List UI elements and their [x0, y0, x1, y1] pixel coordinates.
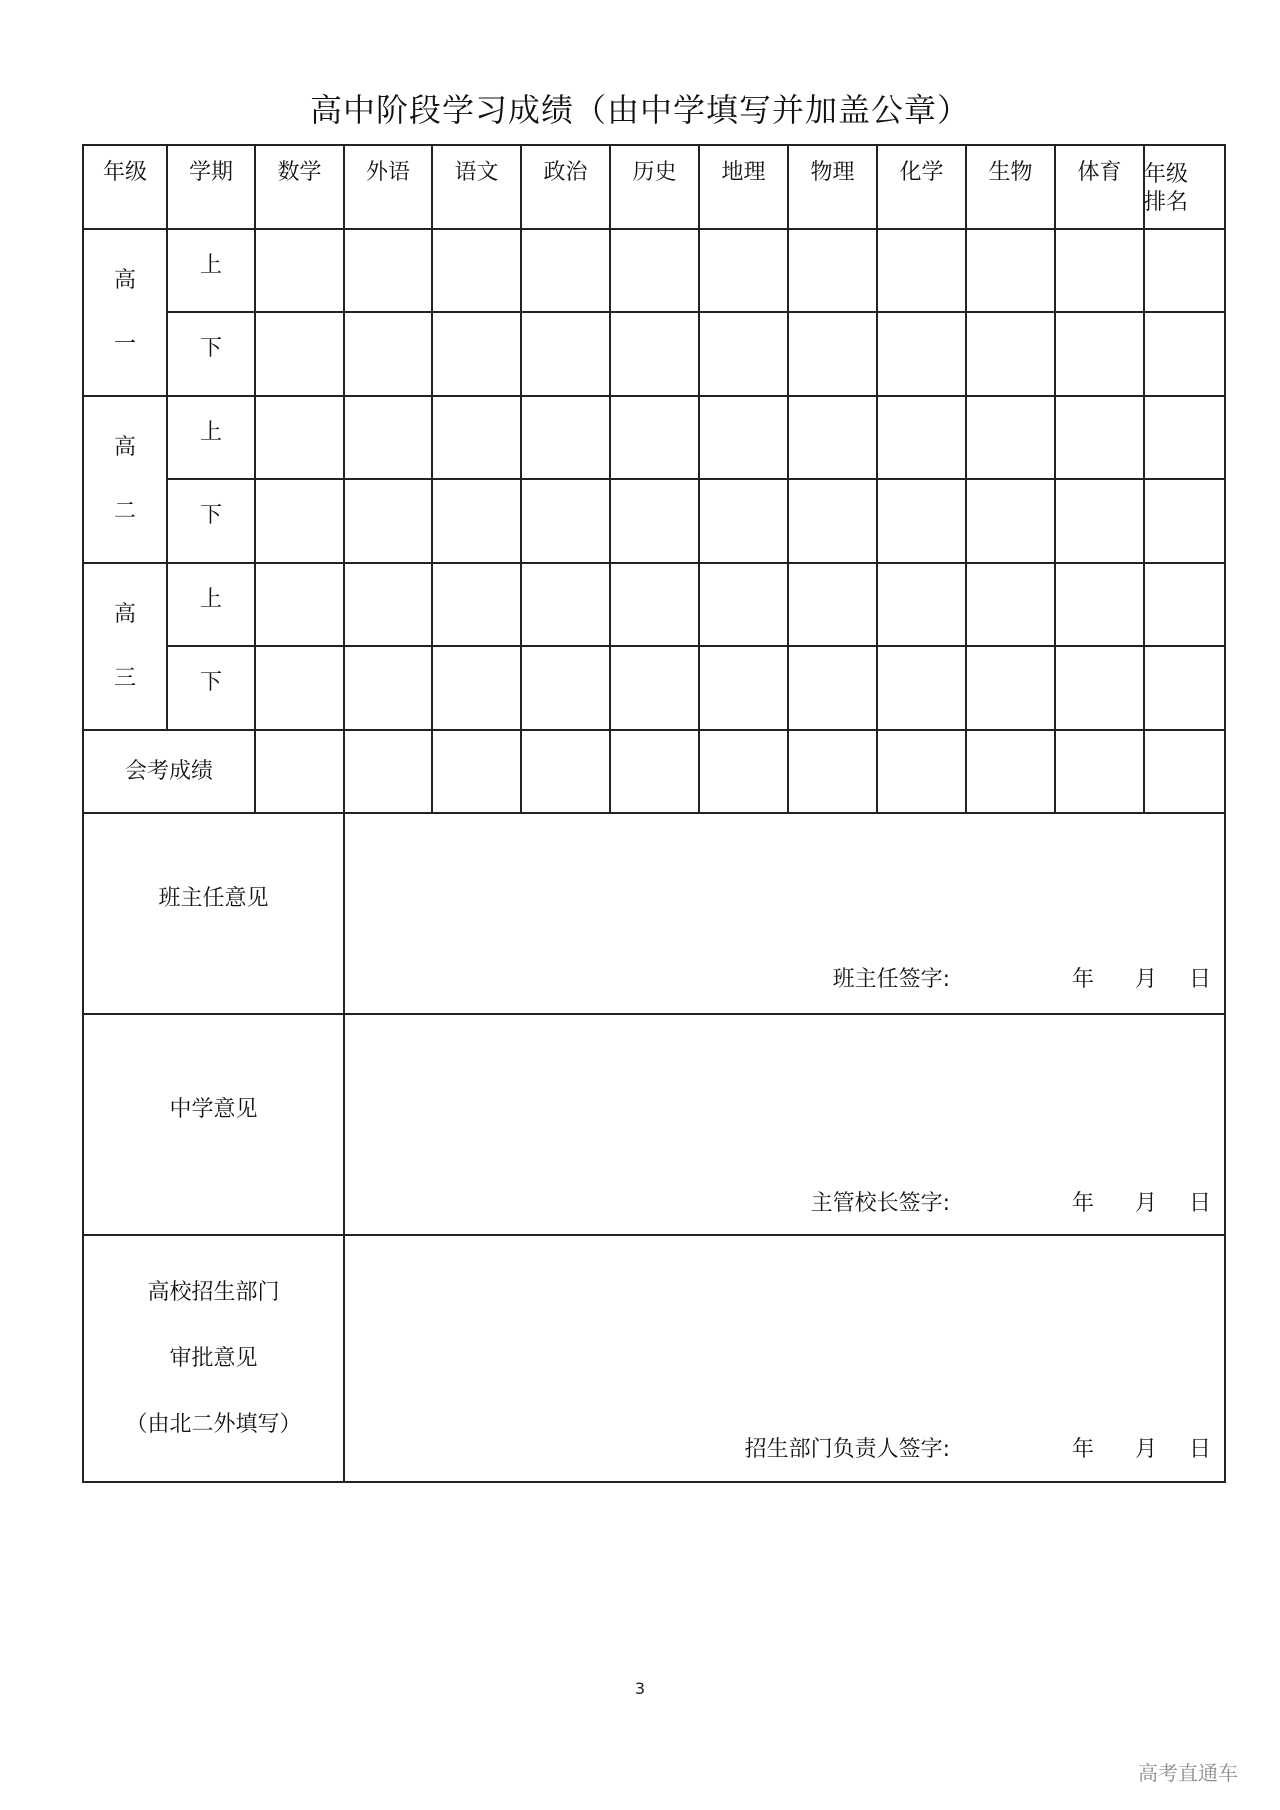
score-cell[interactable]: [966, 229, 1055, 312]
exam-score-cell[interactable]: [966, 730, 1055, 813]
score-cell[interactable]: [255, 312, 344, 396]
score-cell[interactable]: [432, 229, 521, 312]
exam-score-cell[interactable]: [432, 730, 521, 813]
score-cell[interactable]: [1144, 229, 1225, 312]
score-cell[interactable]: [610, 563, 699, 646]
semester-label: 上: [199, 419, 222, 445]
signature-month[interactable]: 月: [1135, 967, 1158, 992]
exam-score-cell[interactable]: [699, 730, 788, 813]
exam-score-cell[interactable]: [521, 730, 610, 813]
score-cell[interactable]: [788, 396, 877, 479]
header-cell: 历史: [632, 160, 677, 185]
signature-month[interactable]: 月: [1135, 1437, 1158, 1462]
score-cell[interactable]: [344, 479, 432, 563]
exam-score-cell[interactable]: [1055, 730, 1144, 813]
score-cell[interactable]: [788, 563, 877, 646]
opinion-label-line: 中学意见: [169, 1096, 258, 1122]
score-cell[interactable]: [788, 646, 877, 730]
score-cell[interactable]: [1055, 479, 1144, 563]
score-cell[interactable]: [877, 646, 966, 730]
header-cell: 化学: [899, 160, 944, 185]
score-cell[interactable]: [1055, 229, 1144, 312]
score-cell[interactable]: [610, 479, 699, 563]
exam-score-cell[interactable]: [255, 730, 344, 813]
exam-score-cell[interactable]: [1144, 730, 1225, 813]
opinion-label-line: 班主任意见: [158, 885, 269, 911]
header-cell: 体育: [1077, 160, 1122, 185]
page-title: 高中阶段学习成绩（由中学填写并加盖公章）: [309, 91, 970, 129]
header-cell: 语文: [454, 160, 499, 185]
signature-label: 招生部门负责人签字:: [744, 1437, 950, 1462]
grade-label: [83, 229, 167, 396]
signature-year[interactable]: 年: [1072, 967, 1095, 992]
opinion-label-line: 高校招生部门: [147, 1279, 280, 1305]
grade-label: [83, 396, 167, 563]
header-cell: 数学: [277, 160, 322, 185]
score-cell[interactable]: [966, 563, 1055, 646]
signature-label: 班主任签字:: [832, 967, 950, 992]
signature-month[interactable]: 月: [1135, 1191, 1158, 1216]
score-cell[interactable]: [432, 479, 521, 563]
score-cell[interactable]: [699, 229, 788, 312]
header-cell: 年级: [102, 160, 147, 185]
page-number: 3: [634, 1679, 646, 1698]
grades-form-table: [83, 145, 1225, 1482]
score-cell[interactable]: [966, 396, 1055, 479]
score-cell[interactable]: [610, 646, 699, 730]
score-cell[interactable]: [610, 312, 699, 396]
grade-label-line: 二: [113, 498, 136, 524]
header-cell: 物理: [810, 160, 855, 185]
header-label: 年级: [1144, 162, 1189, 187]
score-cell[interactable]: [255, 229, 344, 312]
grade-label-line: 一: [113, 331, 136, 357]
score-cell[interactable]: [432, 563, 521, 646]
score-cell[interactable]: [255, 563, 344, 646]
signature-label: 主管校长签字:: [810, 1191, 950, 1216]
score-cell[interactable]: [521, 396, 610, 479]
score-cell[interactable]: [432, 312, 521, 396]
score-cell[interactable]: [1055, 396, 1144, 479]
score-cell[interactable]: [610, 229, 699, 312]
score-cell[interactable]: [1055, 563, 1144, 646]
score-cell[interactable]: [699, 563, 788, 646]
score-cell[interactable]: [255, 479, 344, 563]
score-cell[interactable]: [966, 312, 1055, 396]
signature-year[interactable]: 年: [1072, 1437, 1095, 1462]
score-cell[interactable]: [255, 396, 344, 479]
opinion-label-line: （由北二外填写）: [125, 1411, 302, 1437]
signature-day[interactable]: 日: [1189, 967, 1212, 992]
semester-label: 上: [199, 586, 222, 612]
score-cell[interactable]: [1144, 479, 1225, 563]
score-cell[interactable]: [344, 312, 432, 396]
score-cell[interactable]: [788, 229, 877, 312]
opinion-label-line: 审批意见: [169, 1345, 258, 1371]
score-cell[interactable]: [521, 479, 610, 563]
score-cell[interactable]: [1144, 646, 1225, 730]
header-cell: 生物: [988, 160, 1033, 185]
score-cell[interactable]: [699, 646, 788, 730]
score-cell[interactable]: [966, 479, 1055, 563]
score-cell[interactable]: [344, 229, 432, 312]
score-cell[interactable]: [788, 479, 877, 563]
score-cell[interactable]: [699, 479, 788, 563]
header-cell: 外语: [365, 160, 410, 185]
exam-score-cell[interactable]: [610, 730, 699, 813]
score-cell[interactable]: [877, 396, 966, 479]
watermark: 高考直通车: [1138, 1761, 1238, 1785]
grade-label-line: 三: [113, 665, 136, 691]
score-cell[interactable]: [610, 396, 699, 479]
score-cell[interactable]: [521, 312, 610, 396]
score-cell[interactable]: [877, 563, 966, 646]
grade-label-line: 高: [113, 434, 136, 460]
grade-label-line: 高: [113, 601, 136, 627]
score-cell[interactable]: [877, 479, 966, 563]
score-cell[interactable]: [1144, 563, 1225, 646]
score-cell[interactable]: [521, 229, 610, 312]
score-cell[interactable]: [521, 646, 610, 730]
semester-label: 下: [199, 336, 222, 361]
score-cell[interactable]: [966, 646, 1055, 730]
header-label: 排名: [1144, 190, 1189, 215]
signature-year[interactable]: 年: [1072, 1191, 1095, 1216]
score-cell[interactable]: [432, 646, 521, 730]
score-cell[interactable]: [788, 312, 877, 396]
header-cell: 学期: [188, 160, 233, 185]
exam-score-cell[interactable]: [344, 730, 432, 813]
opinion-label: [83, 1014, 344, 1235]
score-cell[interactable]: [699, 312, 788, 396]
opinion-label: [83, 813, 344, 1014]
score-cell[interactable]: [344, 563, 432, 646]
score-cell[interactable]: [1055, 646, 1144, 730]
opinion-label: [83, 1235, 344, 1482]
score-cell[interactable]: [255, 646, 344, 730]
score-cell[interactable]: [1144, 312, 1225, 396]
score-cell[interactable]: [877, 229, 966, 312]
exam-score-cell[interactable]: [788, 730, 877, 813]
header-cell: 地理: [721, 160, 766, 185]
exam-score-cell[interactable]: [877, 730, 966, 813]
semester-label: 下: [199, 670, 222, 695]
score-cell[interactable]: [1055, 312, 1144, 396]
score-cell[interactable]: [344, 396, 432, 479]
signature-day[interactable]: 日: [1189, 1437, 1212, 1462]
score-cell[interactable]: [699, 396, 788, 479]
grade-label: [83, 563, 167, 730]
semester-label: 上: [199, 252, 222, 278]
score-cell[interactable]: [432, 396, 521, 479]
exam-row-label: 会考成绩: [124, 758, 213, 784]
score-cell[interactable]: [521, 563, 610, 646]
signature-day[interactable]: 日: [1189, 1191, 1212, 1216]
score-cell[interactable]: [877, 312, 966, 396]
semester-label: 下: [199, 503, 222, 528]
grade-label-line: 高: [113, 267, 136, 293]
score-cell[interactable]: [1144, 396, 1225, 479]
score-cell[interactable]: [344, 646, 432, 730]
header-cell-grade-rank: [1144, 145, 1225, 229]
header-cell: 政治: [543, 160, 588, 185]
